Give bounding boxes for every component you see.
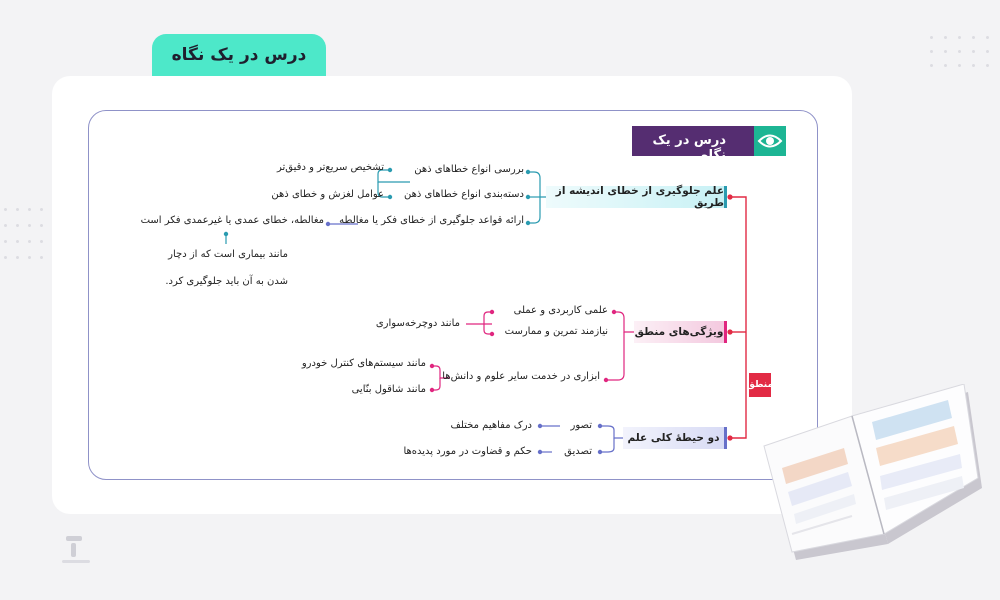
leaf-text: مغالطه، خطای عمدی یا غیرعمدی فکر است (140, 215, 324, 226)
leaf-text: تصدیق (564, 446, 592, 457)
leaf-text: مانند سیستم‌های کنترل خودرو (301, 358, 426, 369)
leaf-text: تشخیص سریع‌تر و دقیق‌تر (277, 162, 384, 173)
open-book-illustration (752, 384, 984, 564)
branch-accent (724, 427, 727, 449)
leaf-text: حکم و قضاوت در مورد پدیده‌ها (403, 446, 532, 457)
leaf-text: ابزاری در خدمت سایر علوم و دانش‌ها (442, 371, 600, 382)
eye-icon (754, 126, 786, 156)
root-node: منطق (749, 373, 771, 397)
section-header-label: درس در یک نگاه (652, 133, 726, 163)
branch-node-domains (623, 427, 724, 449)
leaf-text: دسته‌بندی انواع خطاهای ذهن (403, 189, 524, 200)
leaf-text: نیازمند تمرین و ممارست (504, 326, 608, 337)
branch-node-features (634, 321, 724, 343)
leaf-text: تصور (570, 420, 592, 431)
brand-logo (58, 534, 94, 572)
leaf-text: درک مفاهیم مختلف (450, 420, 532, 431)
leaf-text: عوامل لغزش و خطای ذهن (271, 189, 384, 200)
branch-label: دو حیطهٔ کلی علم (627, 432, 720, 444)
leaf-text: بررسی انواع خطاهای ذهن (414, 164, 524, 175)
note-text: مانند بیماری است که از دچار (168, 249, 288, 260)
branch-accent (724, 186, 727, 208)
branch-label: علم جلوگیری از خطای اندیشه از طریق (555, 185, 724, 209)
branch-node-definition (546, 186, 724, 208)
branch-accent (724, 321, 727, 343)
page-title-tab: درس در یک نگاه (152, 34, 326, 76)
leaf-text: مانند دوچرخه‌سواری (375, 318, 460, 329)
leaf-text: علمی کاربردی و عملی (513, 305, 608, 316)
note-text: شدن به آن باید جلوگیری کرد. (165, 276, 288, 287)
leaf-text: ارائه قواعد جلوگیری از خطای فکر یا مغالطه (339, 215, 524, 226)
branch-label: ویژگی‌های منطق (634, 326, 724, 338)
leaf-text: مانند شاقول بنّایی (351, 384, 426, 395)
